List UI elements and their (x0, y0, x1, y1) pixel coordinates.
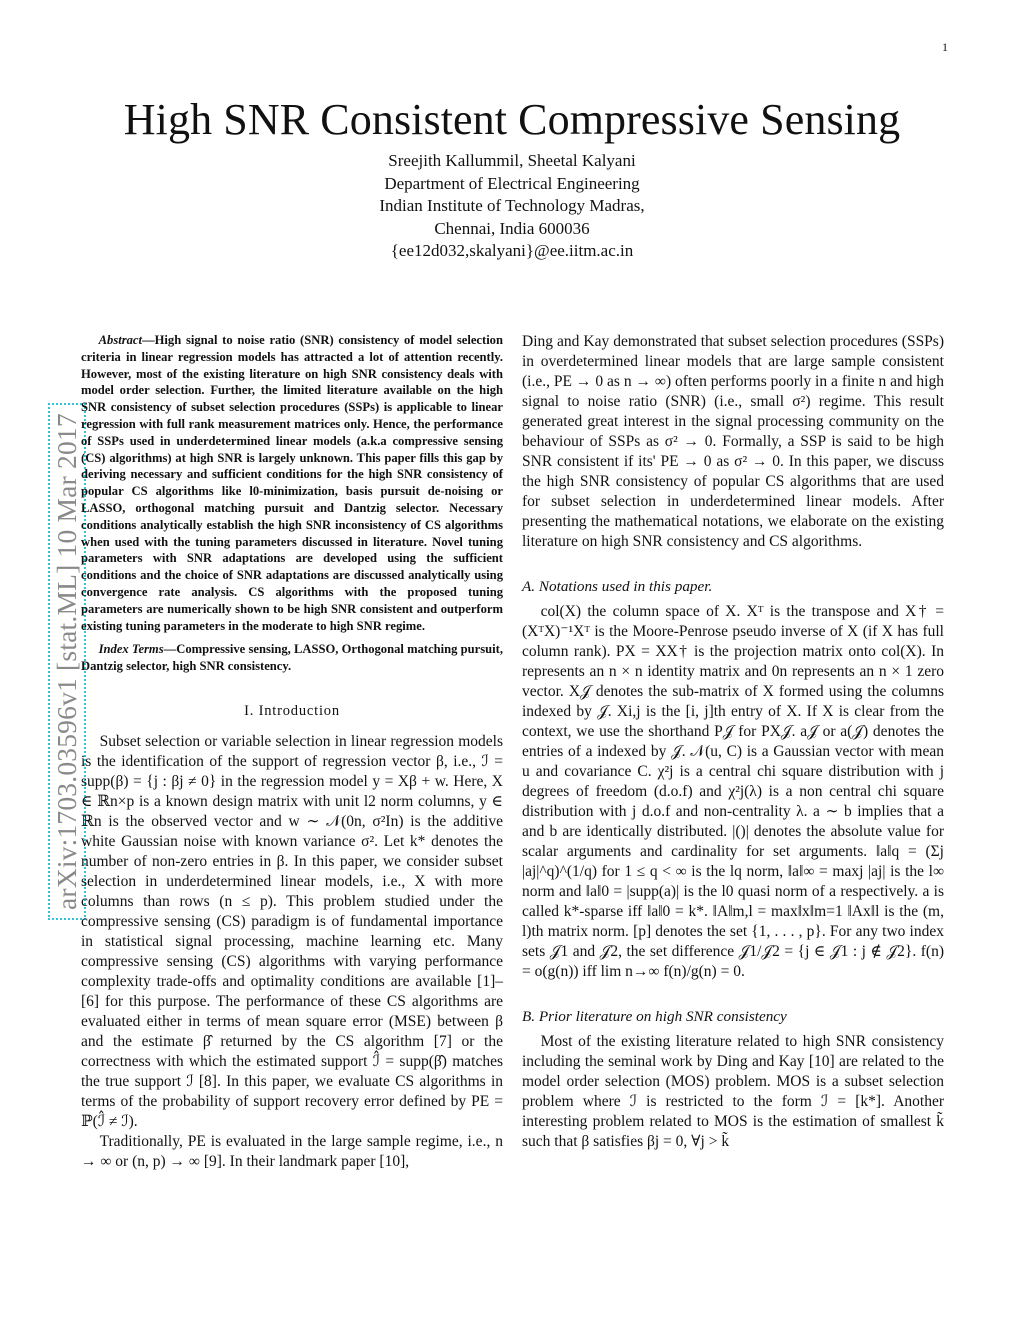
right-column (522, 332, 944, 1152)
subsection-title-prior-literature: B. Prior literature on high SNR consistency (522, 1008, 787, 1025)
author-email: {ee12d032,skalyani}@ee.iitm.ac.in (390, 241, 634, 260)
author-city: Chennai, India 600036 (434, 218, 590, 238)
introduction-paragraph-2: Traditionally, PE is evaluated in the large sample regime, i.e., n → ∞ or (n, p) → ∞ [9]. In their landmark paper [10], (81, 1132, 503, 1170)
author-block (212, 150, 812, 263)
prior-literature-paragraph: Most of the existing literature related to high SNR consistency including the seminal work by Ding and Kay [10] are related to the model order selection (MOS) problem. MOS is a subset selection problem where ℐ is restricted to the form ℐ = [k*]. Another interesting problem related to MOS is the estimation of smallest k̃ such that β satisfies βj = 0, ∀j > k̃ (522, 1033, 944, 1150)
notations-paragraph: col(X) the column space of X. Xᵀ is the transpose and X† = (XᵀX)⁻¹Xᵀ is the Moore-Penrose pseudo inverse of X (if X has full column rank). PX = XX† is the projection matrix onto col(X). In represents an n × n identity matrix and 0n represents an n × 1 zero vector. X𝒥 denotes the sub-matrix of X formed using the columns indexed by 𝒥. Xi,j is the [i, j]th entry of X. If X is clear from the context, we use the shorthand P𝒥 for PX𝒥. a𝒥 or a(𝒥) denotes the entries of a indexed by 𝒥. 𝒩(u, C) is a Gaussian vector with mean u and covariance C. χ²j is a central chi square distribution with j degrees of freedom (d.o.f) and χ²j(λ) is a non central chi square distribution with j d.o.f and non-centrality λ. a ∼ b implies that a and b are identically distributed. |()| denotes the absolute value for scalar arguments and cardinality for set arguments. ‖a‖q = (Σj |aj|^q)^(1/q) for 1 ≤ q < ∞ is the lq norm, ‖a‖∞ = maxj |aj| is the l∞ norm and ‖a‖0 = |supp(a)| is the l0 quasi norm of a respectively. a is called k*-sparse iff ‖a‖0 = k*. ‖A‖m,l = max‖x‖m=1 ‖Ax‖l is the (m, l)th matrix norm. [p] denotes the set {1, . . . , p}. For any two index sets 𝒥1 and 𝒥2, the set difference 𝒥1/𝒥2 = {j ∈ 𝒥1 : j ∉ 𝒥2}. f(n) = o(g(n)) iff lim n→∞ f(n)/g(n) = 0. (522, 603, 944, 980)
arxiv-stamp[interactable]: arXiv:1703.03596v1 [stat.ML] 10 Mar 2017 (48, 403, 86, 920)
index-terms-paragraph (81, 641, 503, 675)
author-department: Department of Electrical Engineering (384, 173, 640, 193)
abstract-text: —High signal to noise ratio (SNR) consistency of model selection criteria in linear regression models has attracted a lot of attention recently. However, most of the existing literature on high SNR consistency deals with model order selection. Further, the limited literature available on the high SNR consistency of subset selection procedures (SSPs) is applicable to linear regression with full rank measurement matrices only. Hence, the performance of SSPs used in underdetermined linear models (a.k.a compressive sensing (CS) algorithms) at high SNR is largely unknown. This paper fills this gap by deriving necessary and sufficient conditions for the high SNR consistency of popular CS algorithms like l0-minimization, basis pursuit de-noising or LASSO, orthogonal matching pursuit and Dantzig selector. Necessary conditions analytically establish the high SNR inconsistency of CS algorithms when used with the tuning parameters discussed in literature. Novel tuning parameters with SNR adaptations are developed using the sufficient conditions and the choice of SNR adaptations are discussed analytically using convergence rate analysis. CS algorithms with the proposed tuning parameters are numerically shown to be high SNR consistent and outperform existing tuning parameters in the moderate to high SNR regime. (81, 333, 503, 633)
right-column-body (522, 332, 944, 1152)
abstract-paragraph (81, 332, 503, 634)
page-number: 1 (942, 40, 948, 54)
paper-title: High SNR Consistent Compressive Sensing (123, 95, 901, 144)
abstract-label: Abstract (98, 333, 143, 347)
author-institute: Indian Institute of Technology Madras, (379, 196, 645, 215)
subsection-title-notations: A. Notations used in this paper. (522, 578, 713, 595)
index-terms-label: Index Terms (98, 642, 164, 657)
left-column (81, 332, 503, 1172)
introduction-paragraph-1: Subset selection or variable selection in linear regression models is the identification of the support of regression vector β, i.e., ℐ = supp(β) = {j : βj ≠ 0} in the regression model y = Xβ + w. Here, X ∈ ℝn×p is a known design matrix with unit l2 norm columns, y ∈ ℝn is the observed vector and w ∼ 𝒩(0n, σ²In) is the additive white Gaussian noise with known variance σ². Let k* denotes the number of non-zero entries in β. In this paper, we consider subset selection in underdetermined linear models, i.e., X with more columns than rows (n ≤ p). This problem studied under the compressive sensing (CS) paradigm is of fundamental importance in statistical signal processing, machine learning etc. Many compressive sensing (CS) algorithms with varying performance complexity trade-offs and optimality conditions are available [1]–[6] for this purpose. The performance of these CS algorithms are evaluated either in terms of mean square error (MSE) between β and the estimate β̂ returned by the CS algorithm [7] or the correctness with which the estimated support ℐ̂ = supp(β̂) matches the true support ℐ [8]. In this paper, we evaluate CS algorithms in terms of the probability of support recovery error defined by PE = ℙ(ℐ̂ ≠ ℐ). (81, 732, 503, 1130)
author-names: Sreejith Kallummil, Sheetal Kalyani (388, 151, 636, 170)
section-title-introduction: I. Introduction (244, 702, 340, 719)
index-terms-text: —Compressive sensing, LASSO, Orthogonal matching pursuit, Dantzig selector, high SNR consistency. (81, 642, 503, 674)
abstract-block (81, 332, 503, 675)
introduction-continued-paragraph: Ding and Kay demonstrated that subset selection procedures (SSPs) in overdetermined linear models that are large sample consistent (i.e., PE → 0 as n → ∞) often performs poorly in a finite n and high signal to noise ratio (SNR) (i.e., small σ²) regime. This result generated great interest in the signal processing community on the behaviour of SSPs as σ² → 0. Formally, a SSP is said to be high SNR consistent if its' PE → 0 as σ² → 0. In this paper, we discuss the high SNR consistency of popular CS algorithms that are used for subset selection in underdetermined linear models. After presenting the mathematical notations, we elaborate on the existing literature on high SNR consistency and CS algorithms. (522, 333, 944, 550)
introduction-body (81, 732, 503, 1172)
